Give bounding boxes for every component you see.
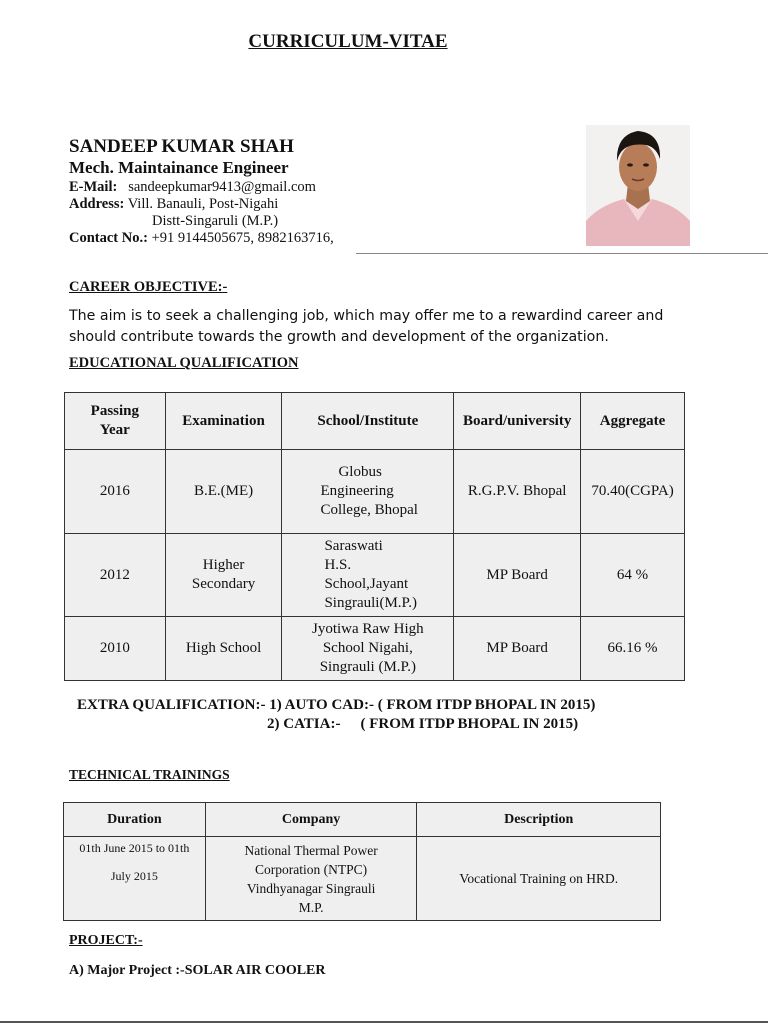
address-row [69, 196, 278, 213]
header-passing-year: Passing Year [65, 393, 166, 450]
table-row [65, 450, 685, 534]
cell-year: 2010 [65, 617, 166, 681]
cell-institute: Saraswati H.S. School,Jayant Singrauli(M.P.) [282, 534, 454, 617]
cell-year: 2012 [65, 534, 166, 617]
email-label: E-Mail: [69, 179, 118, 195]
candidate-name: SANDEEP KUMAR SHAH [69, 136, 294, 157]
table-row [65, 534, 685, 617]
contact-label: Contact No.: [69, 230, 148, 246]
address-line-1: Vill. Banauli, Post-Nigahi [127, 196, 279, 212]
page-bottom-divider [0, 1021, 768, 1023]
career-objective-text: The aim is to seek a challenging job, which may offer me to a rewardind career and should contribute towards the growth and development of the organization. [69, 308, 664, 345]
technical-trainings-heading: TECHNICAL TRAININGS [69, 767, 230, 782]
cell-exam: Higher Secondary [165, 534, 282, 617]
profile-photo [586, 125, 690, 246]
cell-aggregate: 66.16 % [581, 617, 685, 681]
cell-aggregate: 64 % [581, 534, 685, 617]
career-objective-heading: CAREER OBJECTIVE:- [69, 279, 228, 295]
table-header-row [64, 803, 661, 837]
page-title: CURRICULUM-VITAE [248, 31, 448, 52]
cell-duration: 01th June 2015 to 01th July 2015 [64, 837, 206, 921]
header-examination: Examination [165, 393, 282, 450]
cell-board: MP Board [454, 534, 581, 617]
header-duration: Duration [64, 803, 206, 837]
training-table [63, 802, 661, 921]
cell-description: Vocational Training on HRD. [417, 837, 661, 921]
major-project: A) Major Project :-SOLAR AIR COOLER [69, 963, 326, 978]
table-row [64, 837, 661, 921]
extra-qualification-line-2: 2) CATIA:- ( FROM ITDP BHOPAL IN 2015) [267, 716, 579, 732]
header-institute: School/Institute [282, 393, 454, 450]
header-company: Company [205, 803, 417, 837]
header-description: Description [417, 803, 661, 837]
table-row [65, 617, 685, 681]
cell-institute: Jyotiwa Raw High School Nigahi, Singrauli (M.P.) [282, 617, 454, 681]
cell-company: National Thermal Power Corporation (NTPC) Vindhyanagar Singrauli M.P. [205, 837, 417, 921]
cell-exam: High School [165, 617, 282, 681]
header-aggregate: Aggregate [581, 393, 685, 450]
address-label: Address: [69, 196, 125, 212]
cell-board: MP Board [454, 617, 581, 681]
project-heading: PROJECT:- [69, 933, 143, 948]
extra-qualification-line-1: EXTRA QUALIFICATION:- 1) AUTO CAD:- ( FROM ITDP BHOPAL IN 2015) [77, 697, 596, 713]
candidate-role: Mech. Maintainance Engineer [69, 158, 289, 177]
cell-exam: B.E.(ME) [165, 450, 282, 534]
cell-aggregate: 70.40(CGPA) [581, 450, 685, 534]
table-header-row [65, 393, 685, 450]
email-value: sandeepkumar9413@gmail.com [128, 179, 316, 195]
cell-institute: Globus Engineering College, Bhopal [282, 450, 454, 534]
cell-year: 2016 [65, 450, 166, 534]
header-divider [356, 253, 768, 254]
contact-value: +91 9144505675, 8982163716, [151, 230, 334, 246]
header-board: Board/university [454, 393, 581, 450]
education-heading: EDUCATIONAL QUALIFICATION [69, 355, 299, 371]
contact-row [69, 230, 334, 247]
address-line-2: Distt-Singaruli (M.P.) [152, 213, 279, 229]
email-row [69, 179, 316, 196]
cell-board: R.G.P.V. Bhopal [454, 450, 581, 534]
education-table [64, 392, 685, 681]
